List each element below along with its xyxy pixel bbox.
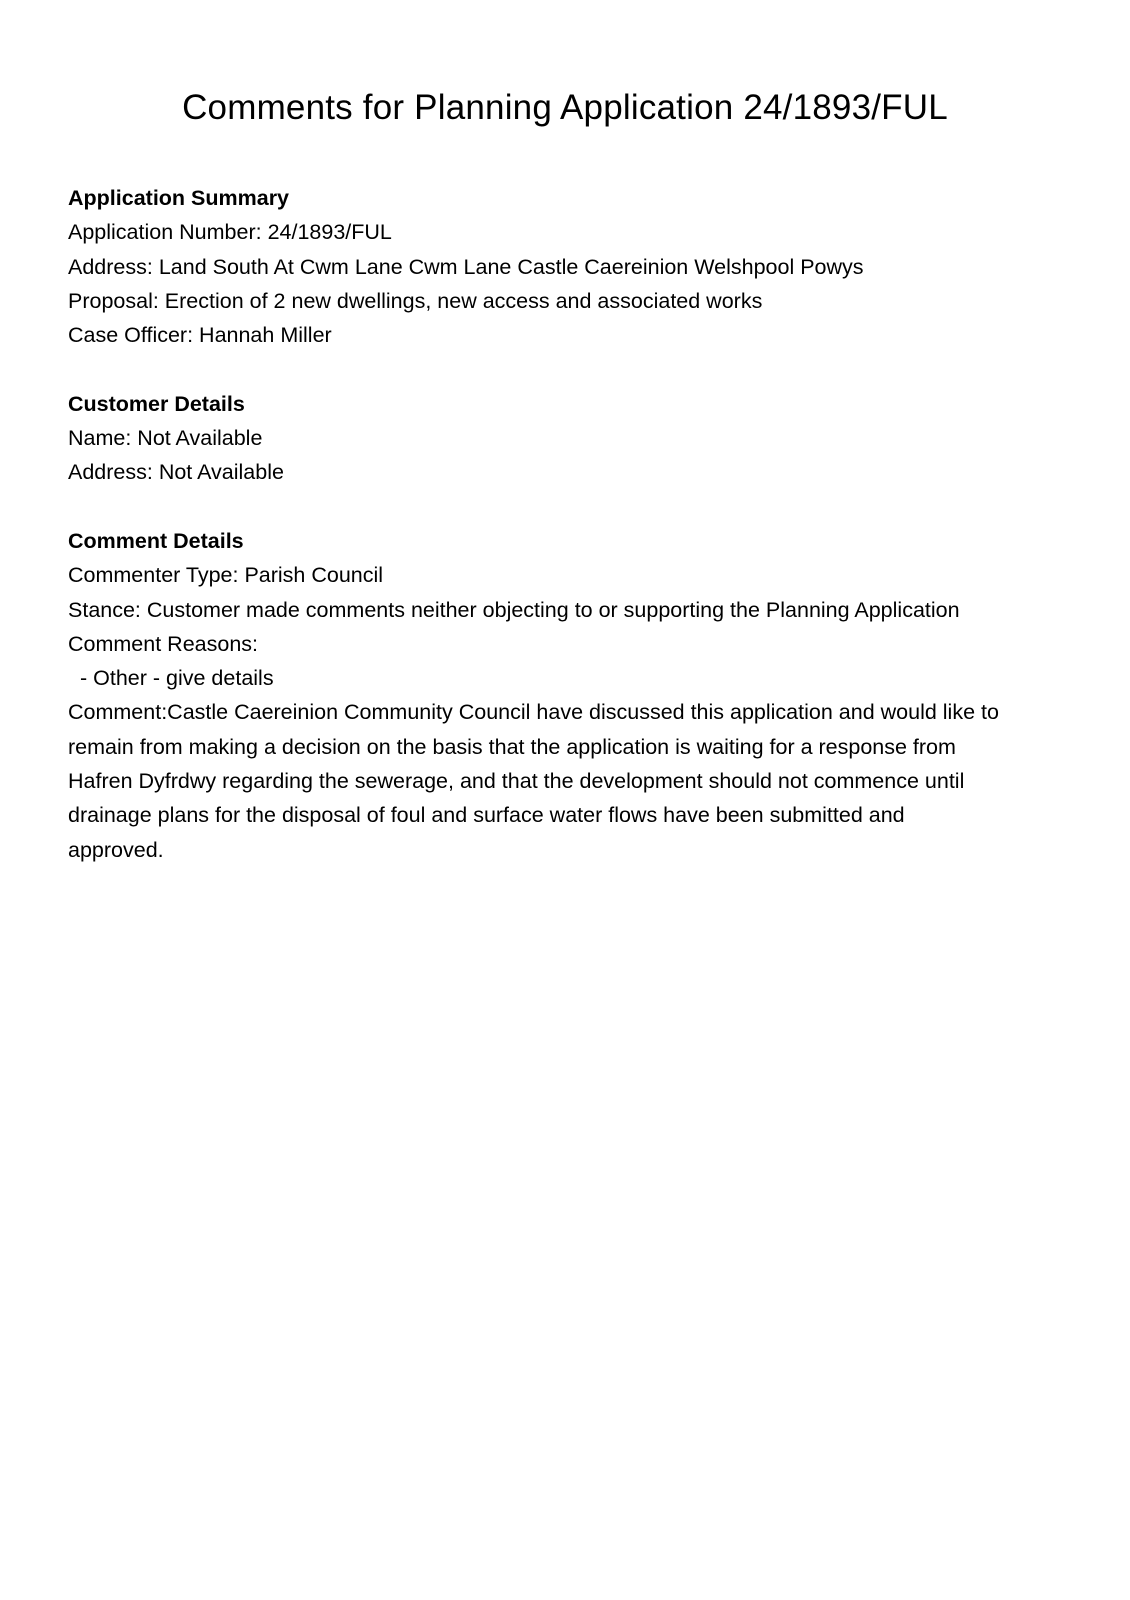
comment-reasons-label: Comment Reasons: — [68, 631, 258, 656]
commenter-type: Commenter Type: Parish Council — [68, 563, 384, 588]
application-number: Application Number: 24/1893/FUL — [68, 220, 392, 245]
comment-text-line: Hafren Dyfrdwy regarding the sewerage, and that the development should not commence until — [68, 769, 965, 794]
customer-name: Name: Not Available — [68, 426, 263, 451]
comment-reason-item: - Other - give details — [80, 666, 274, 691]
document-body — [68, 181, 1078, 901]
customer-details-heading: Customer Details — [68, 391, 245, 416]
comment-text-line: Comment:Castle Caereinion Community Council have discussed this application and would like to — [68, 700, 999, 725]
comment-details-heading: Comment Details — [68, 528, 244, 553]
comment-text-line: remain from making a decision on the basis that the application is waiting for a response from — [68, 734, 956, 759]
application-address: Address: Land South At Cwm Lane Cwm Lane Castle Caereinion Welshpool Powys — [68, 254, 864, 279]
customer-address: Address: Not Available — [68, 460, 284, 485]
comment-text-line: drainage plans for the disposal of foul and surface water flows have been submitted and — [68, 803, 905, 828]
stance: Stance: Customer made comments neither objecting to or supporting the Planning Application — [68, 597, 960, 622]
page-title: Comments for Planning Application 24/1893/FUL — [182, 88, 948, 127]
application-summary-heading: Application Summary — [68, 186, 290, 210]
comment-text-line: approved. — [68, 837, 164, 862]
application-summary-section — [68, 181, 1078, 352]
customer-details-section — [68, 387, 1078, 490]
comment-details-section — [68, 524, 1078, 867]
application-proposal: Proposal: Erection of 2 new dwellings, new access and associated works — [68, 288, 763, 313]
case-officer: Case Officer: Hannah Miller — [68, 323, 332, 348]
